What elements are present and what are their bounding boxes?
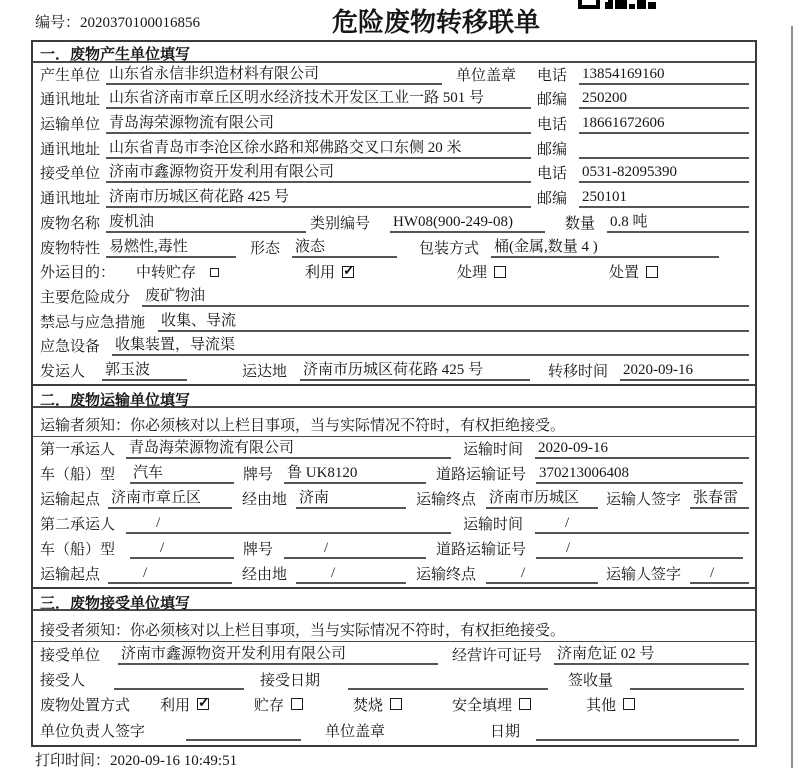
via2-label: 经由地: [242, 566, 288, 583]
waste-name-row: [33, 211, 755, 236]
transporter-sign1-label: 运输人签字: [606, 491, 682, 508]
zip1-value: 250200: [579, 90, 749, 109]
chief-sign-value: [186, 724, 301, 741]
zip3-label: 邮编: [537, 191, 568, 208]
receiver-label: 接受单位: [40, 166, 101, 183]
disposal-option-landfill: [452, 694, 531, 715]
sender-label: 发运人: [40, 363, 86, 380]
category-label: 类别编号: [310, 215, 371, 232]
purpose-label: 外运目的：: [40, 265, 116, 282]
character-label: 废物特性: [40, 240, 101, 257]
origin1-label: 运输起点: [40, 491, 101, 508]
route2-row: [33, 562, 755, 587]
qty-value: 0.8 吨: [607, 214, 749, 233]
hazard-label: 主要危险成分: [40, 289, 131, 306]
accept-unit-row: [33, 642, 755, 668]
unit-seal2-label: 单位盖章: [325, 723, 386, 740]
transporter-notice: 运输者须知：你必须核对以上栏目事项，当与实际情况不符时，有权拒绝接受。: [33, 408, 755, 437]
character-value: 易燃性,毒性: [106, 239, 236, 258]
transporter-sign2-value: /: [690, 565, 749, 584]
hazard-value: 废矿物油: [142, 288, 749, 307]
purpose-option-transit: [136, 261, 219, 282]
accept-person-label: 接受人: [40, 672, 86, 689]
qr-code-fragment-icon: [578, 0, 658, 10]
sign-amount-label: 签收量: [568, 672, 614, 689]
purpose-option-dispose-checkbox: [646, 266, 658, 278]
addr1-value: 山东省济南市章丘区明水经济技术开发区工业一路 501 号: [106, 90, 531, 109]
phone2-label: 电话: [537, 117, 568, 134]
purpose-option-dispose: [609, 261, 658, 282]
disposal-option-store: [254, 694, 303, 715]
transfer-time-value: 2020-09-16: [620, 362, 749, 381]
disposal-option-store-checkbox: [291, 698, 303, 710]
transporter-sign2-label: 运输人签字: [606, 566, 682, 583]
transport-time1-label: 运输时间: [463, 441, 524, 458]
disposal-label: 废物处置方式: [40, 697, 131, 714]
addr3-value: 济南市历城区荷花路 425 号: [106, 189, 531, 208]
destination-label: 运达地: [242, 363, 288, 380]
addr3-label: 通讯地址: [40, 191, 101, 208]
via1-value: 济南: [296, 490, 406, 509]
transport-time2-value: /: [535, 515, 749, 534]
route1-row: [33, 487, 755, 512]
plate2-label: 牌号: [243, 541, 274, 558]
sender-value: 郭玉波: [102, 362, 187, 381]
section1-header: 一．废物产生单位填写: [33, 42, 755, 63]
disposal-option-incinerate-label: 焚烧: [353, 697, 384, 714]
phone2-value: 18661672606: [579, 115, 749, 134]
purpose-option-transit-checkbox: [210, 268, 219, 277]
form-label: 形态: [250, 240, 281, 257]
print-time-value: 2020-09-16 10:49:51: [110, 753, 238, 769]
destination-value: 济南市历城区荷花路 425 号: [300, 362, 530, 381]
receiver-address-row: [33, 186, 755, 211]
zip3-value: 250101: [579, 189, 749, 208]
vehicle2-value: /: [130, 540, 234, 559]
disposal-option-other-checkbox: [623, 698, 635, 710]
road-license2-value: /: [536, 540, 743, 559]
accept-date-value: [348, 673, 548, 690]
end1-label: 运输终点: [416, 491, 477, 508]
producer-address-row: [33, 88, 755, 113]
business-license-label: 经营许可证号: [452, 647, 543, 664]
purpose-option-treat-checkbox: [494, 266, 506, 278]
plate2-value: /: [284, 540, 426, 559]
transfer-purpose-row: [33, 261, 755, 286]
origin1-value: 济南市章丘区: [108, 490, 232, 509]
equipment-label: 应急设备: [40, 339, 101, 356]
purpose-option-treat-label: 处理: [457, 265, 488, 282]
end1-value: 济南市历城区: [486, 490, 598, 509]
sign-amount-value: [630, 673, 744, 690]
purpose-option-treat: [457, 261, 506, 282]
phone3-value: 0531-82095390: [579, 164, 749, 183]
transfer-time-label: 转移时间: [548, 363, 609, 380]
taboo-value: 收集、导流: [158, 313, 749, 332]
transporter-sign1-value: 张春雷: [690, 490, 749, 509]
packing-value: 桶(金属,数量 4 ): [491, 239, 719, 258]
date2-label: 日期: [490, 723, 521, 740]
vehicle2-label: 车（船）型: [40, 541, 116, 558]
waste-name-label: 废物名称: [40, 215, 101, 232]
disposal-option-use: [160, 694, 209, 715]
receiver-value: 济南市鑫源物资开发利用有限公司: [106, 164, 531, 183]
chief-signature-row: [33, 718, 755, 744]
origin2-label: 运输起点: [40, 566, 101, 583]
road-license2-label: 道路运输证号: [436, 541, 527, 558]
road-license1-label: 道路运输证号: [436, 466, 527, 483]
purpose-option-transit-label: 中转贮存: [136, 265, 197, 282]
vehicle1-label: 车（船）型: [40, 466, 116, 483]
accept-date-label: 接受日期: [260, 672, 321, 689]
document-number: [35, 11, 200, 32]
via2-value: /: [296, 565, 406, 584]
transporter-value: 青岛海荣源物流有限公司: [106, 115, 531, 134]
section2-header: 二．废物运输单位填写: [33, 384, 755, 408]
purpose-option-dispose-label: 处置: [609, 265, 640, 282]
end2-value: /: [486, 565, 598, 584]
scan-edge-line: [791, 26, 793, 768]
accept-person-value: [114, 673, 244, 690]
purpose-option-use: [305, 261, 354, 282]
disposal-option-landfill-checkbox: [519, 698, 531, 710]
carrier1-row: [33, 437, 755, 462]
accept-unit-label: 接受单位: [40, 647, 101, 664]
phone1-value: 13854169160: [579, 66, 749, 85]
receiver-row: [33, 162, 755, 187]
road-license1-value: 370213006408: [536, 465, 743, 484]
document-number-label: 编号：: [35, 15, 81, 31]
producer-value: 山东省永信非织造材料有限公司: [106, 66, 442, 85]
disposal-option-use-label: 利用: [160, 697, 191, 714]
disposal-option-other: [586, 694, 635, 715]
transport-time2-label: 运输时间: [463, 516, 524, 533]
transporter-address-row: [33, 137, 755, 162]
manifest-form: [31, 40, 757, 747]
plate1-value: 鲁 UK8120: [284, 465, 426, 484]
transporter-label: 运输单位: [40, 117, 101, 134]
vehicle2-row: [33, 537, 755, 562]
addr2-label: 通讯地址: [40, 141, 101, 158]
disposal-option-other-label: 其他: [586, 697, 617, 714]
date2-value: [536, 724, 739, 741]
zip2-value: [579, 142, 749, 159]
disposal-option-store-label: 贮存: [254, 697, 285, 714]
sender-row: [33, 359, 755, 384]
phone3-label: 电话: [537, 166, 568, 183]
packing-label: 包装方式: [419, 240, 480, 257]
receiver-notice: 接受者须知：你必须核对以上栏目事项，当与实际情况不符时，有权拒绝接受。: [33, 611, 755, 642]
vehicle1-value: 汽车: [130, 465, 234, 484]
addr2-value: 山东省青岛市李沧区徐水路和郑佛路交叉口东侧 20 米: [106, 140, 531, 159]
transport-time1-value: 2020-09-16: [535, 440, 749, 459]
carrier2-row: [33, 512, 755, 537]
equipment-value: 收集装置，导流渠: [112, 337, 749, 356]
producer-label: 产生单位: [40, 67, 101, 84]
section3-header: 三．废物接受单位填写: [33, 587, 755, 611]
waste-character-row: [33, 236, 755, 261]
zip2-label: 邮编: [537, 141, 568, 158]
zip1-label: 邮编: [537, 92, 568, 109]
carrier2-value: /: [126, 515, 451, 534]
taboo-label: 禁忌与应急措施: [40, 314, 146, 331]
producer-row: [33, 63, 755, 88]
qty-label: 数量: [565, 215, 596, 232]
vehicle1-row: [33, 462, 755, 487]
phone1-label: 电话: [537, 67, 568, 84]
waste-name-value: 废机油: [106, 214, 306, 233]
chief-sign-label: 单位负责人签字: [40, 723, 146, 740]
unit-seal-label: 单位盖章: [456, 67, 517, 84]
category-value: HW08(900-249-08): [390, 214, 545, 233]
accept-person-row: [33, 668, 755, 693]
document-number-value: 2020370100016856: [80, 15, 201, 31]
disposal-method-row: [33, 693, 755, 718]
carrier1-label: 第一承运人: [40, 441, 116, 458]
accept-unit-value: 济南市鑫源物资开发利用有限公司: [118, 646, 438, 665]
transporter-row: [33, 112, 755, 137]
emergency-equipment-row: [33, 335, 755, 360]
business-license-value: 济南危证 02 号: [554, 646, 749, 665]
form-value: 液态: [292, 239, 397, 258]
page-title: 危险废物转移联单: [332, 8, 541, 37]
origin2-value: /: [108, 565, 232, 584]
print-time-label: 打印时间：: [35, 753, 111, 769]
via1-label: 经由地: [242, 491, 288, 508]
purpose-option-use-checkbox: [342, 266, 354, 278]
taboo-measures-row: [33, 310, 755, 335]
purpose-option-use-label: 利用: [305, 265, 336, 282]
end2-label: 运输终点: [416, 566, 477, 583]
addr1-label: 通讯地址: [40, 92, 101, 109]
disposal-option-landfill-label: 安全填埋: [452, 697, 513, 714]
disposal-option-incinerate: [353, 694, 402, 715]
disposal-option-use-checkbox: [197, 698, 209, 710]
plate1-label: 牌号: [243, 466, 274, 483]
print-time: [35, 749, 237, 770]
carrier1-value: 青岛海荣源物流有限公司: [126, 440, 451, 459]
hazard-component-row: [33, 285, 755, 310]
disposal-option-incinerate-checkbox: [390, 698, 402, 710]
carrier2-label: 第二承运人: [40, 516, 116, 533]
